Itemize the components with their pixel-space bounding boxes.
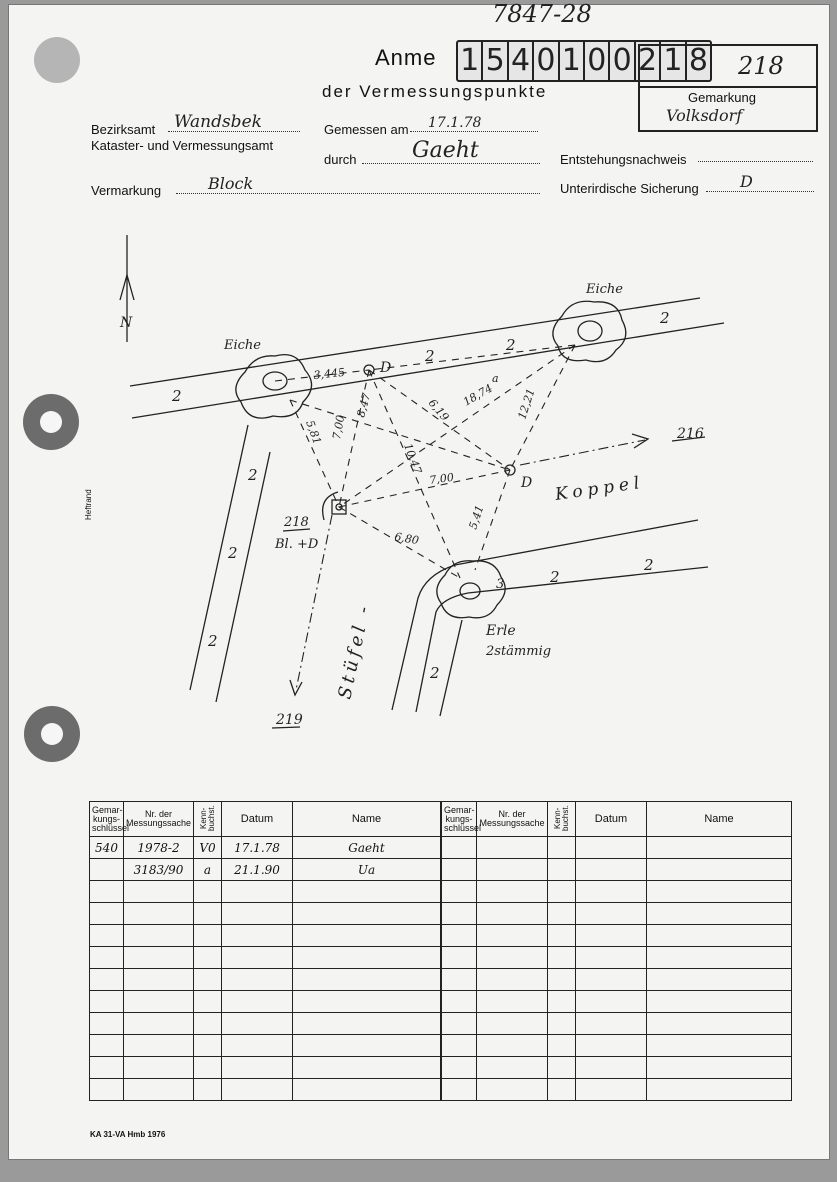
table-row (90, 837, 441, 859)
table-row (90, 969, 441, 991)
durch-signature: Gaeht (412, 138, 479, 163)
form-title: Anme (375, 45, 437, 70)
cell-name (647, 903, 792, 925)
cell-kenn (548, 1035, 576, 1057)
table-row (442, 991, 792, 1013)
cell-nr (477, 903, 548, 925)
cell-kenn (194, 925, 222, 947)
header-name: Name (293, 802, 441, 837)
number-digit: 0 (610, 42, 635, 80)
cell-datum (576, 837, 647, 859)
table-row (442, 925, 792, 947)
cell-schluessel (442, 991, 477, 1013)
cell-nr (124, 991, 194, 1013)
cell-kenn (548, 903, 576, 925)
kataster-label: Kataster- und Vermessungsamt (91, 138, 274, 153)
mark-d1: D (380, 360, 392, 376)
cell-nr (124, 925, 194, 947)
label-koppel: Koppel (553, 472, 646, 505)
mark-r4: 2 (660, 309, 670, 327)
gemarkung-value: Volksdorf (666, 106, 743, 125)
cell-nr (124, 881, 194, 903)
cell-nr (124, 1035, 194, 1057)
cell-nr: 1978-2 (124, 837, 194, 859)
cell-nr (477, 1057, 548, 1079)
mark-r9: 2 (644, 556, 654, 574)
road-edge-left-2 (216, 452, 270, 702)
measure-m3: 6,19 (425, 396, 452, 424)
cell-schluessel (90, 969, 124, 991)
measurement-table-right (441, 801, 792, 1101)
cell-datum (222, 903, 293, 925)
cell-schluessel: 540 (90, 837, 124, 859)
unterirdisch-label: Unterirdische Sicherung (560, 181, 699, 196)
cell-name (647, 991, 792, 1013)
cell-datum (222, 1035, 293, 1057)
cell-schluessel (442, 1057, 477, 1079)
measure-m10: 5,41 (466, 503, 487, 531)
cell-datum (222, 969, 293, 991)
entstehung-label: Entstehungsnachweis (560, 152, 687, 167)
cell-nr (124, 1013, 194, 1035)
label-erle-2: 2stämmig (486, 644, 552, 659)
measure-m7: 7,00 (330, 414, 348, 441)
cell-kenn (194, 1079, 222, 1101)
number-digit: 0 (534, 42, 559, 80)
form-subtitle: der Vermessungspunkte (322, 82, 548, 101)
header-schluessel: Gemar-kungs-schlüssel (90, 802, 124, 837)
number-digit: 4 (509, 42, 534, 80)
table-row (90, 925, 441, 947)
label-eiche-right: Eiche (586, 282, 623, 297)
table-row (90, 859, 441, 881)
number-digit: 1 (560, 42, 585, 80)
cell-schluessel (90, 881, 124, 903)
cell-kenn (194, 969, 222, 991)
vermarkung-label: Vermarkung (91, 183, 162, 198)
measure-m5: 12,21 (515, 386, 538, 421)
cell-schluessel (442, 1079, 477, 1101)
cell-nr: 3183/90 (124, 859, 194, 881)
cell-schluessel (90, 1079, 124, 1101)
header-name: Name (647, 802, 792, 837)
cell-nr (477, 925, 548, 947)
cell-kenn (194, 1057, 222, 1079)
cell-name (293, 1057, 441, 1079)
measurement-table-left (89, 801, 441, 1101)
label-point-218: 218 (284, 515, 309, 530)
cell-kenn (548, 837, 576, 859)
cell-name (293, 903, 441, 925)
road-edge-lower-3 (440, 620, 462, 716)
cell-nr (477, 1035, 548, 1057)
number-digit: 1 (458, 42, 483, 80)
table-row (90, 947, 441, 969)
table-row (90, 991, 441, 1013)
mark-r7: 2 (208, 632, 218, 650)
measure-a: a (492, 372, 499, 385)
header-schluessel: Gemar-kungs-schlüssel (442, 802, 477, 837)
header-datum: Datum (576, 802, 647, 837)
durch-label: durch (324, 152, 357, 167)
table-row (442, 881, 792, 903)
mark-r3: 2 (506, 336, 516, 354)
cell-datum (222, 925, 293, 947)
number-digit: 2 (636, 42, 661, 80)
cell-name: Gaeht (293, 837, 441, 859)
cell-nr (477, 991, 548, 1013)
mark-r2: 2 (425, 347, 435, 365)
cell-schluessel (442, 969, 477, 991)
cell-schluessel (90, 1035, 124, 1057)
measure-m6: 5,81 (303, 418, 324, 447)
cell-datum (576, 1035, 647, 1057)
unterirdisch-value: D (740, 172, 753, 191)
table-header-row (442, 802, 792, 837)
heftrand-label: Heftrand (84, 489, 93, 520)
cell-datum (576, 903, 647, 925)
table-row (90, 881, 441, 903)
header-datum: Datum (222, 802, 293, 837)
table-row (442, 1057, 792, 1079)
cell-name (647, 1057, 792, 1079)
measure-m1: 3,445 (312, 365, 346, 382)
cell-name (647, 881, 792, 903)
table-row (90, 1035, 441, 1057)
direction-216 (520, 440, 645, 465)
mark-r10: 2 (430, 664, 440, 682)
cell-datum (576, 947, 647, 969)
cell-name (293, 991, 441, 1013)
cell-kenn (548, 1079, 576, 1101)
cell-schluessel (442, 903, 477, 925)
cell-schluessel (90, 947, 124, 969)
tree-erle (437, 561, 505, 618)
cell-schluessel (442, 1013, 477, 1035)
cell-kenn (194, 881, 222, 903)
cell-name (647, 969, 792, 991)
cell-name (647, 925, 792, 947)
table-row (90, 1013, 441, 1035)
cell-nr (124, 1079, 194, 1101)
point-number: 218 (738, 52, 784, 80)
cell-datum (222, 1013, 293, 1035)
cell-kenn (548, 925, 576, 947)
table-row (442, 1079, 792, 1101)
cell-schluessel (90, 1013, 124, 1035)
cell-name (293, 969, 441, 991)
measure-m2: 8,47 (354, 391, 374, 419)
gemessen-label: Gemessen am (324, 122, 409, 137)
label-eiche-left: Eiche (224, 338, 261, 353)
cell-kenn (194, 1035, 222, 1057)
table-header-row (90, 802, 441, 837)
cell-name (293, 925, 441, 947)
cell-kenn (548, 859, 576, 881)
gemarkung-label: Gemarkung (688, 90, 756, 105)
cell-kenn (548, 881, 576, 903)
label-erle: Erle (486, 623, 516, 639)
bezirksamt-label: Bezirksamt (91, 122, 156, 137)
cell-schluessel (90, 925, 124, 947)
number-digit: 1 (661, 42, 686, 80)
cell-kenn (548, 1057, 576, 1079)
label-point-218-sub: Bl. +D (275, 537, 319, 552)
form-code: KA 31-VA Hmb 1976 (90, 1130, 166, 1139)
cell-datum: 17.1.78 (222, 837, 293, 859)
number-digit: 8 (688, 43, 708, 78)
cell-kenn (194, 991, 222, 1013)
measure-m8: 10,47 (401, 441, 425, 476)
cell-datum (576, 881, 647, 903)
cell-datum (222, 881, 293, 903)
cell-nr (477, 1013, 548, 1035)
mark-3: 3 (496, 577, 505, 592)
header-nr: Nr. der Messungssache (124, 802, 194, 837)
cell-schluessel (442, 881, 477, 903)
cell-kenn (194, 1013, 222, 1035)
mark-r5: 2 (248, 466, 258, 484)
cell-name (647, 837, 792, 859)
cell-name (647, 1035, 792, 1057)
table-row (90, 1057, 441, 1079)
cell-kenn: V0 (194, 837, 222, 859)
cell-datum (576, 969, 647, 991)
cell-kenn (194, 947, 222, 969)
top-handwritten-number: 7847-28 (492, 0, 592, 28)
cell-name (293, 1035, 441, 1057)
cell-kenn (548, 991, 576, 1013)
cell-schluessel (90, 859, 124, 881)
cell-datum (222, 991, 293, 1013)
cell-name (647, 1079, 792, 1101)
cell-datum (222, 947, 293, 969)
table-row (442, 837, 792, 859)
road-edge-left-1 (190, 425, 248, 690)
cell-name (647, 859, 792, 881)
cell-schluessel (90, 991, 124, 1013)
header-kenn: Kenn-buchst. (548, 802, 576, 837)
cell-datum (576, 925, 647, 947)
cell-datum (576, 1079, 647, 1101)
cell-nr (124, 1057, 194, 1079)
cell-nr (477, 969, 548, 991)
label-point-216: 216 (677, 426, 704, 442)
table-row (442, 969, 792, 991)
number-digit: 5 (483, 42, 508, 80)
cell-name (293, 947, 441, 969)
mark-d2: D (521, 475, 533, 491)
table-row (442, 947, 792, 969)
cell-schluessel (442, 837, 477, 859)
cell-name (293, 881, 441, 903)
cell-name (293, 1013, 441, 1035)
gemessen-value: 17.1.78 (428, 115, 482, 131)
cell-datum (222, 1057, 293, 1079)
cell-schluessel (90, 903, 124, 925)
cell-datum: 21.1.90 (222, 859, 293, 881)
cell-datum (576, 1057, 647, 1079)
number-digit: 0 (585, 42, 610, 80)
table-row (442, 1013, 792, 1035)
cell-kenn (548, 1013, 576, 1035)
cell-name (647, 1013, 792, 1035)
cell-schluessel (442, 859, 477, 881)
table-row (442, 903, 792, 925)
cell-kenn (548, 969, 576, 991)
cell-datum (576, 991, 647, 1013)
cell-schluessel (90, 1057, 124, 1079)
measure-m9: 7,00 (428, 470, 455, 487)
label-point-219: 219 (276, 712, 303, 728)
cell-datum (576, 859, 647, 881)
mark-r8: 2 (550, 568, 560, 586)
cell-nr (477, 1079, 548, 1101)
cell-nr (124, 947, 194, 969)
cell-nr (124, 903, 194, 925)
cell-name: Ua (293, 859, 441, 881)
cell-name (647, 947, 792, 969)
table-row (442, 1035, 792, 1057)
cell-nr (124, 969, 194, 991)
mark-r1: 2 (172, 387, 182, 405)
cell-schluessel (442, 947, 477, 969)
cell-nr (477, 837, 548, 859)
table-row (442, 859, 792, 881)
cell-kenn: a (194, 859, 222, 881)
cell-kenn (548, 947, 576, 969)
table-row (90, 1079, 441, 1101)
cell-schluessel (442, 1035, 477, 1057)
north-label: N (120, 315, 133, 331)
header-nr: Nr. der Messungssache (477, 802, 548, 837)
measure-m4: 18,74 (461, 381, 495, 409)
cell-kenn (194, 903, 222, 925)
cell-nr (477, 947, 548, 969)
cell-name (293, 1079, 441, 1101)
label-stufel: Stüfel - (334, 600, 376, 702)
cell-datum (222, 1079, 293, 1101)
cell-nr (477, 881, 548, 903)
header-kenn: Kenn-buchst. (194, 802, 222, 837)
mark-r6: 2 (228, 544, 238, 562)
cell-datum (576, 1013, 647, 1035)
cell-nr (477, 859, 548, 881)
table-row (90, 903, 441, 925)
cell-schluessel (442, 925, 477, 947)
vermarkung-value: Block (208, 174, 254, 193)
measure-m11: 6,80 (393, 530, 420, 548)
bezirksamt-value: Wandsbek (174, 112, 262, 132)
